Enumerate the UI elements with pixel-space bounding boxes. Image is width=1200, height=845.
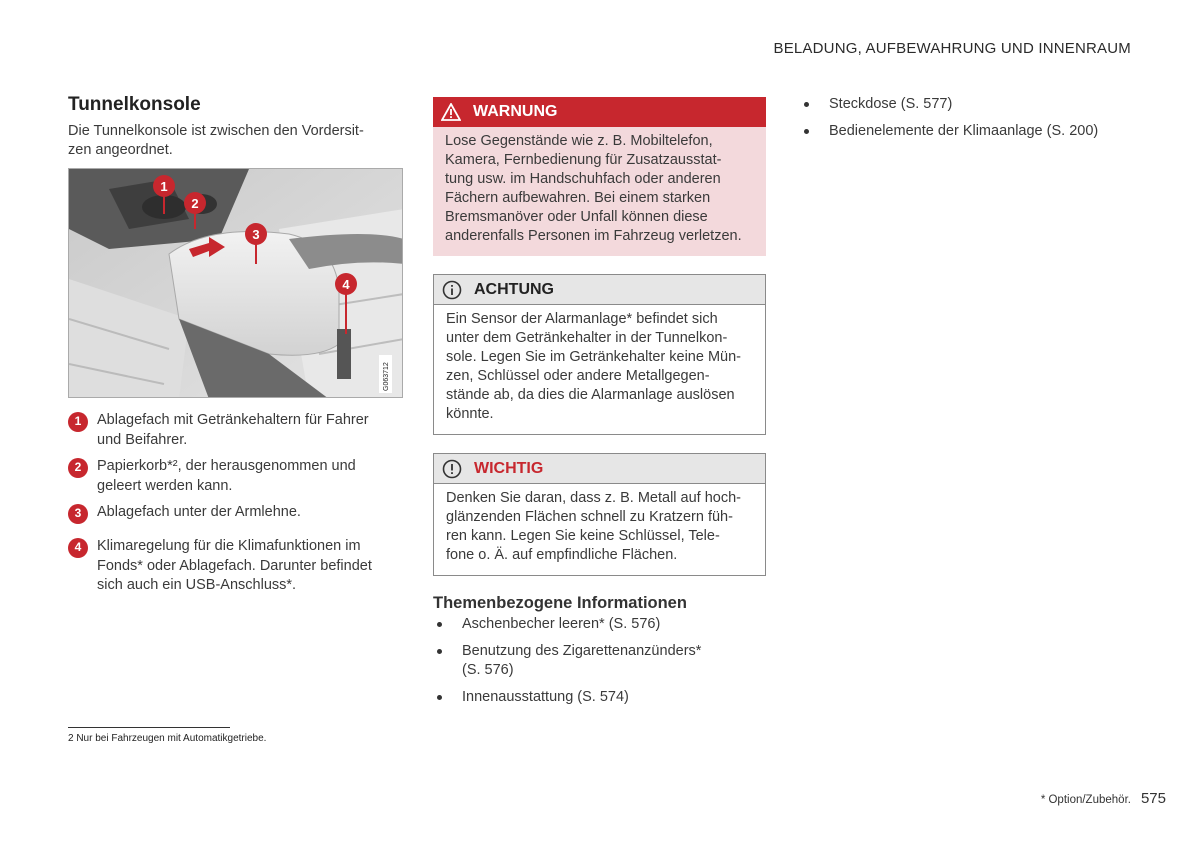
column-left xyxy=(68,94,403,603)
tunnel-console-figure xyxy=(68,168,403,398)
related-link[interactable]: Steckdose (S. 577) xyxy=(800,95,1130,115)
list-item: 3 Ablagefach unter der Armlehne. xyxy=(68,503,403,524)
list-item: 2 Papierkorb*², der herausgenommen und geleert werden kann. xyxy=(68,457,403,496)
related-link[interactable]: Benutzung des Zigarettenanzünders* (S. 576) xyxy=(433,642,766,681)
list-item: 1 Ablagefach mit Getränkehaltern für Fahrer und Beifahrer. xyxy=(68,411,403,450)
figure-callout-3 xyxy=(245,223,267,245)
page-number: 575 xyxy=(1140,790,1166,807)
svg-text:4: 4 xyxy=(342,277,350,292)
achtung-text: Ein Sensor der Alarmanlage* befindet sich unter dem Getränkehalter in der Tunnelkon- sole. Legen Sie im Getränkehalter keine Mün- zen, Schlüssel oder andere Metallgegen- stände ab, da dies die Alarmanlage auslösen könnte. xyxy=(446,311,741,422)
wichtig-title: WICHTIG xyxy=(474,459,544,477)
figure-callout-2 xyxy=(184,192,206,214)
achtung-box xyxy=(433,274,766,435)
number-badge: 3 xyxy=(68,504,88,524)
warning-triangle-icon xyxy=(441,102,461,122)
list-item: 4 Klimaregelung für die Klimafunktionen im Fonds* oder Ablagefach. Darunter befindet sich auch ein USB-Anschluss*. xyxy=(68,537,403,596)
tunnel-console-illustration xyxy=(69,169,403,398)
option-note: * Option/Zubehör. xyxy=(1040,794,1131,806)
warning-box xyxy=(433,97,766,256)
figure-callout-4 xyxy=(335,273,357,295)
figure-code: G063712 xyxy=(383,362,390,391)
related-link[interactable]: Bedienelemente der Klimaanlage (S. 200) xyxy=(800,122,1130,142)
svg-text:3: 3 xyxy=(252,227,260,242)
page-footer xyxy=(1041,790,1166,807)
related-link[interactable]: Innenausstattung (S. 574) xyxy=(433,688,766,708)
footnote: 2 Nur bei Fahrzeugen mit Automatikgetriebe. xyxy=(68,733,267,744)
related-list xyxy=(433,615,766,707)
column-right xyxy=(800,95,1130,148)
warning-text: Lose Gegenstände wie z. B. Mobiltelefon, Kamera, Fernbedienung für Zusatzausstat- tung usw. im Handschuhfach oder anderen Fächern aufbewahren. Bei einem starken Bremsmanöver oder Unfall können diese anderenfalls Personen im Fahrzeug verletzen. xyxy=(433,127,766,256)
column-middle xyxy=(433,97,766,714)
number-badge: 4 xyxy=(68,538,88,558)
svg-text:2: 2 xyxy=(191,196,199,211)
number-badge: 2 xyxy=(68,458,88,478)
exclamation-icon xyxy=(442,459,462,479)
related-link[interactable]: Aschenbecher leeren* (S. 576) xyxy=(433,615,766,635)
figure-legend xyxy=(68,411,403,596)
warning-title: WARNUNG xyxy=(473,103,558,120)
related-heading: Themenbezogene Informationen xyxy=(433,594,687,612)
wichtig-box xyxy=(433,453,766,576)
number-badge: 1 xyxy=(68,412,88,432)
related-list-continued xyxy=(800,95,1130,141)
info-icon xyxy=(442,280,462,300)
section-title: Tunnelkonsole xyxy=(68,94,201,115)
running-header: BELADUNG, AUFBEWAHRUNG UND INNENRAUM xyxy=(773,40,1131,57)
achtung-title: ACHTUNG xyxy=(474,280,554,298)
figure-callout-1 xyxy=(153,175,175,197)
section-intro: Die Tunnelkonsole ist zwischen den Vordersit- zen angeordnet. xyxy=(68,123,364,158)
wichtig-text: Denken Sie daran, dass z. B. Metall auf hoch- glänzenden Flächen schnell zu Kratzern füh- ren kann. Legen Sie keine Schlüssel, Tele- fone o. Ä. auf empfindliche Flächen. xyxy=(446,490,741,563)
footnote-rule xyxy=(68,727,230,728)
svg-text:1: 1 xyxy=(160,179,168,194)
